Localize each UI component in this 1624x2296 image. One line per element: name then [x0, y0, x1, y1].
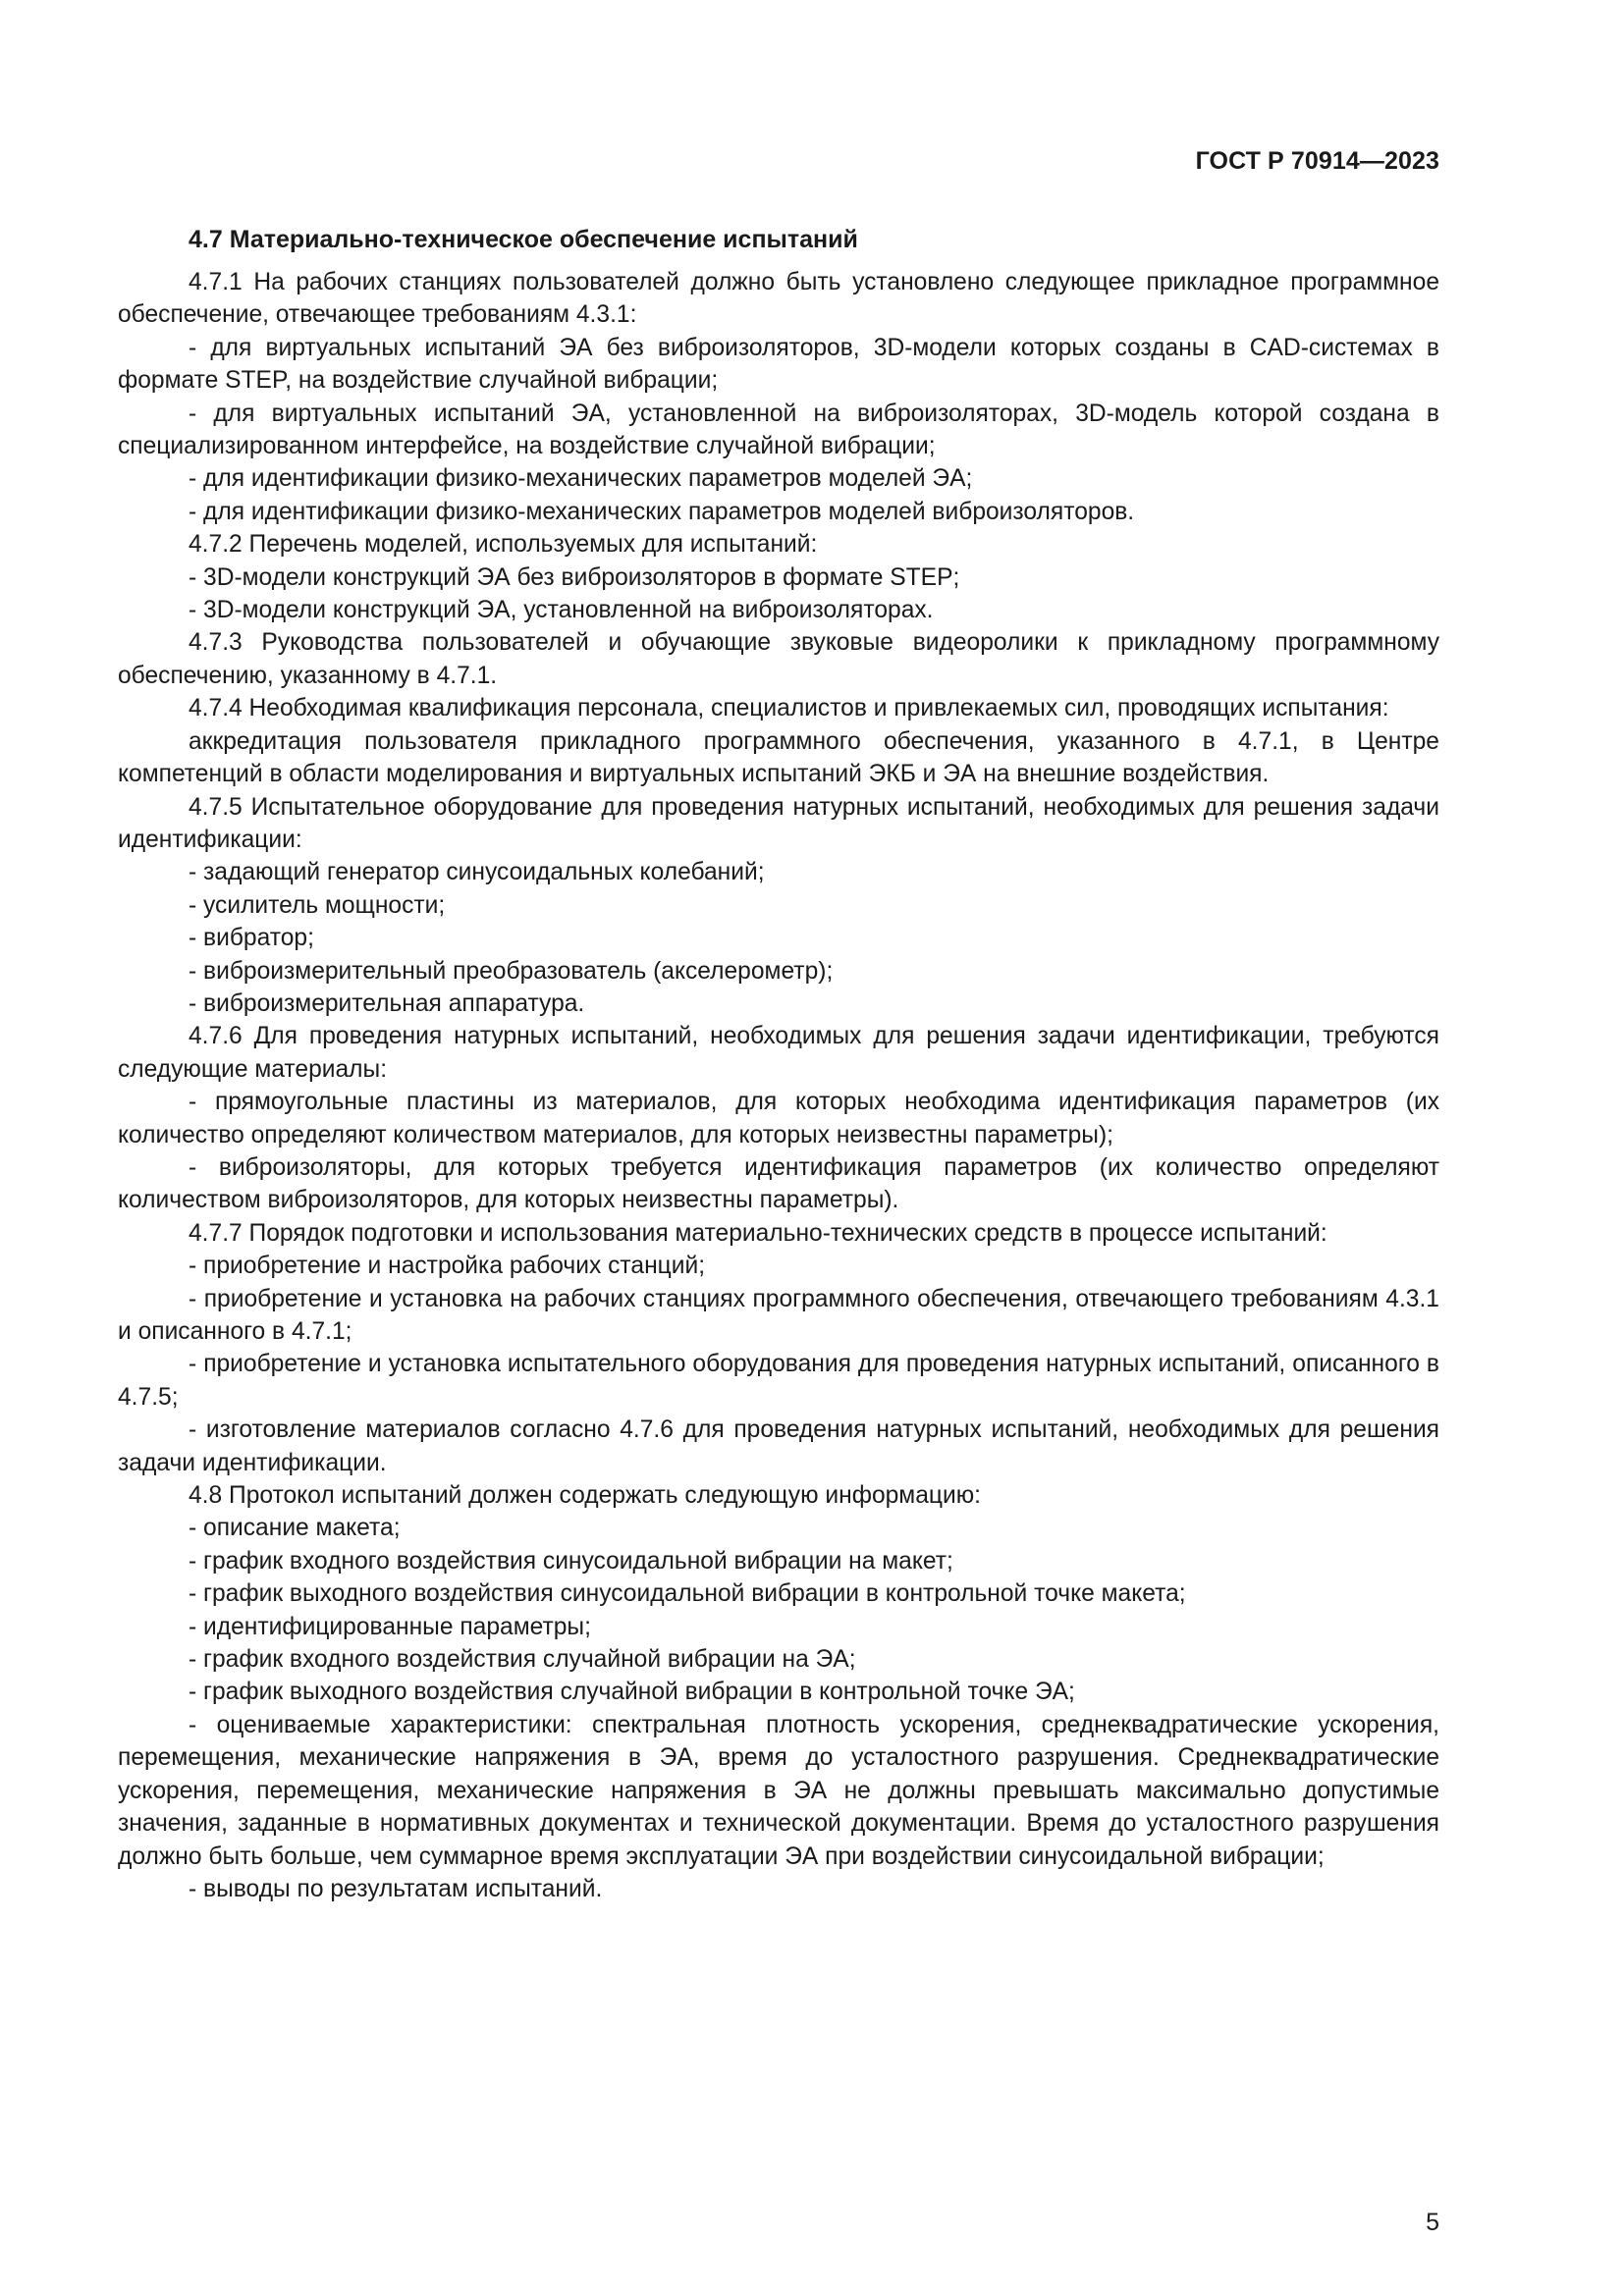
paragraph: - выводы по результатам испытаний.: [189, 1875, 603, 1902]
paragraph: - прямоугольные пластины из материалов, для которых необходима идентификация параметров (их количество определяют количеством материалов, для которых неизвестны параметры);: [118, 1089, 1439, 1148]
paragraph: - график выходного воздействия случайной вибрации в контрольной точке ЭА;: [189, 1679, 1075, 1706]
paragraph: - виброизмерительный преобразователь (акселерометр);: [189, 957, 834, 985]
paragraph: 4.7.4 Необходимая квалификация персонала, специалистов и привлекаемых сил, проводящих испытания:: [189, 695, 1389, 722]
paragraph-list: [118, 266, 1439, 1905]
paragraph: - виброизмерительная аппаратура.: [189, 989, 585, 1017]
paragraph: - вибратор;: [189, 925, 314, 952]
paragraph: - график входного воздействия синусоидальной вибрации на макет;: [189, 1547, 953, 1575]
paragraph: - изготовление материалов согласно 4.7.6 для проведения натурных испытаний, необходимых для решения задачи идентификации.: [118, 1416, 1439, 1476]
paragraph: - для идентификации физико-механических параметров моделей виброизоляторов.: [189, 498, 1135, 525]
paragraph: - задающий генератор синусоидальных колебаний;: [189, 859, 765, 886]
paragraph: 4.7.7 Порядок подготовки и использования материально-технических средств в процессе испытаний:: [189, 1219, 1327, 1247]
paragraph: - идентифицированные параметры;: [189, 1613, 591, 1640]
section-heading: 4.7 Материально-техническое обеспечение испытаний: [189, 226, 858, 253]
paragraph: - для виртуальных испытаний ЭА без виброизоляторов, 3D-модели которых созданы в CAD-системах в формате STEP, на воздействие случайной вибрации;: [118, 334, 1439, 395]
paragraph: - приобретение и установка на рабочих станциях программного обеспечения, отвечающего требованиям 4.3.1 и описанного в 4.7.1;: [118, 1285, 1439, 1345]
paragraph: - 3D-модели конструкций ЭА, установленной на виброизоляторах.: [189, 597, 934, 624]
standard-code: ГОСТ Р 70914—2023: [1195, 147, 1439, 175]
paragraph: - оцениваемые характеристики: спектральная плотность ускорения, среднеквадратические ускорения, перемещения, механические напряжения в ЭА, время до усталостного разрушения. Среднеквадратические ускорения, перемещения, механические напряжения в ЭА не должны превышать максимально допустимые значения, заданные в нормативных документах и технической документации. Время до усталостного разрушения должно быть больше, чем суммарное время эксплуатации ЭА при воздействии синусоидальной вибрации;: [118, 1711, 1439, 1870]
paragraph: аккредитация пользователя прикладного программного обеспечения, указанного в 4.7.1, в Центре компетенций в области моделирования и виртуальных испытаний ЭКБ и ЭА на внешние воздействия.: [118, 727, 1439, 788]
paragraph: 4.8 Протокол испытаний должен содержать следующую информацию:: [189, 1482, 981, 1510]
paragraph: - приобретение и настройка рабочих станций;: [189, 1253, 706, 1280]
paragraph: - для виртуальных испытаний ЭА, установленной на виброизоляторах, 3D-модель которой создана в специализированном интерфейсе, на воздействие случайной вибрации;: [118, 400, 1439, 460]
paragraph: - описание макета;: [189, 1515, 401, 1542]
paragraph: 4.7.3 Руководства пользователей и обучающие звуковые видеоролики к прикладному программному обеспечению, указанному в 4.7.1.: [118, 629, 1439, 689]
main-content: [118, 224, 1439, 1905]
page-number: 5: [1426, 2209, 1439, 2236]
paragraph: 4.7.2 Перечень моделей, используемых для испытаний:: [189, 531, 818, 559]
paragraph: - приобретение и установка испытательного оборудования для проведения натурных испытаний, описанного в 4.7.5;: [118, 1351, 1439, 1411]
paragraph: 4.7.5 Испытательное оборудование для проведения натурных испытаний, необходимых для решения задачи идентификации:: [118, 793, 1439, 853]
paragraph: 4.7.1 На рабочих станциях пользователей должно быть установлено следующее прикладное программное обеспечение, отвечающее требованиям 4.3.1:: [118, 269, 1439, 329]
paragraph: - график входного воздействия случайной вибрации на ЭА;: [189, 1646, 856, 1674]
paragraph: - виброизоляторы, для которых требуется идентификация параметров (их количество определяют количеством виброизоляторов, для которых неизвестны параметры).: [118, 1153, 1439, 1214]
paragraph: - усилитель мощности;: [189, 891, 446, 919]
paragraph: - для идентификации физико-механических параметров моделей ЭА;: [189, 465, 973, 493]
paragraph: - 3D-модели конструкций ЭА без виброизоляторов в формате STEP;: [189, 563, 960, 591]
paragraph: 4.7.6 Для проведения натурных испытаний, необходимых для решения задачи идентификации, требуются следующие материалы:: [118, 1023, 1439, 1083]
paragraph: - график выходного воздействия синусоидальной вибрации в контрольной точке макета;: [189, 1580, 1186, 1608]
